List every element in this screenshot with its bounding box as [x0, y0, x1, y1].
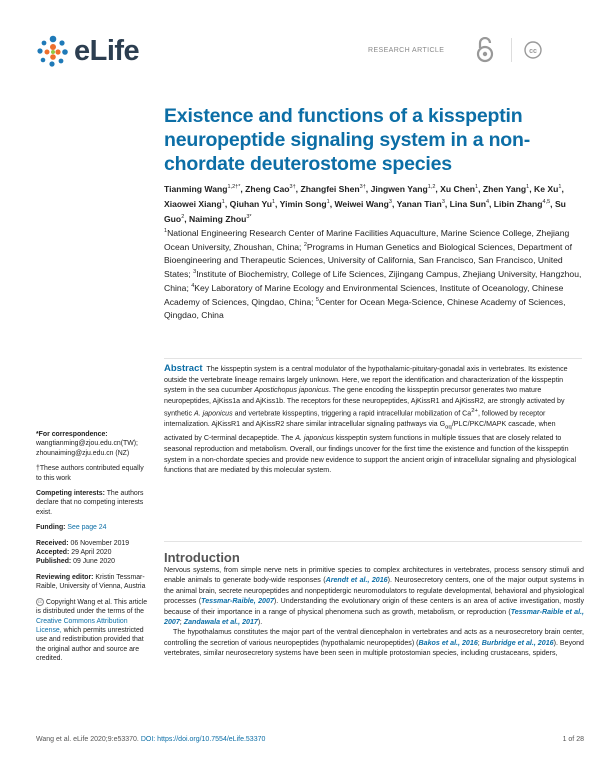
author-affiliation-marker: 3*	[246, 213, 252, 220]
author-affiliation-marker: 3	[388, 198, 392, 205]
author-affiliation-marker: 1	[271, 198, 276, 205]
abstract-divider-top	[164, 358, 582, 359]
equal-contribution-note: †These authors contributed equally to this work	[36, 465, 144, 482]
citation-link[interactable]: Tessmar-Raible et al., 2007	[164, 607, 584, 627]
funding: Funding: See page 24	[36, 524, 107, 532]
author-name[interactable]: Ke Xu	[534, 183, 559, 194]
author-list: Tianming Wang$^{1,2\dagger*}$, Zheng Cao$^{3\dagger}$, Zhangfei Shen$^{3\dagger}$, Jingwen Yang$^{1,2}$, Xu Chen$^1$, Zhen Yang$^1$, Ke Xu$^1$, Xiaowei Xiang$^1$, Qiuhan Yu$^1$, Yimin Song$^1$, Weiwei Wang$^3$, Yanan Tian$^3$, Lina Sun$^4$, Libin Zhang$^{4,5}$, Su Guo$^2$, Naiming Zhou$^{3*}$	[164, 183, 566, 224]
doi-label: DOI:	[140, 736, 156, 743]
author-name[interactable]: Lina Sun	[449, 198, 486, 209]
author-name[interactable]: Jingwen Yang	[370, 183, 428, 194]
author-name[interactable]: Tianming Wang	[164, 183, 228, 194]
affiliation-number: 3	[193, 268, 197, 275]
author-affiliation-marker: 3†	[289, 184, 296, 190]
copyright: cc Copyright Wang et al. This article is distributed under the terms of the Creative Commons Attribution License, which permits unrestricted use and redistribution provided that the original author and source are credited.	[36, 598, 148, 663]
article-info-sidebar	[36, 430, 148, 670]
abstract-heading: Abstract	[164, 363, 203, 374]
affiliation-text: Center for Ocean Mega-Science, Chinese Academy of Sciences, Qingdao, China	[164, 297, 566, 320]
abstract: Abstract The kisspeptin system is a central modulator of the hypothalamic-pituitary-gonadal axis in vertebrates. Its existence outside the vertebrate lineage remains largely unknown. Here, we report the identification and characterization of the kisspeptin system in the sea cucumber Apostichopus japonicus. The gene encoding the kisspeptin precursor generates two mature neuropeptides, AjKiss1a and AjKiss1b. The receptors for these neuropeptides, AjKissR1 and AjKissR2, are strongly activated by synthetic A. japonicus and vertebrate kisspeptins, triggering a rapid intracellular mobilization of $Ca^{2+}$, followed by receptor internalization. AjKissR1 and AjKissR2 share similar intracellular signaling pathways via $G_{\alpha q}/PLC/PKC$/MAPK cascade, when activated by C-terminal decapeptide. The A. japonicus kisspeptin system functions in multiple tissues that are closely related to seasonal reproduction and metabolism. Overall, our findings uncover for the first time the existence and function of the kisspeptin system in a non-chordate species and provide new evidence to support the ancient origin of intracellular signaling and physiological functions that are mediated by this molecular system.	[164, 363, 577, 475]
author-affiliation-marker: 4,5	[542, 198, 551, 205]
author-name[interactable]: Qiuhan Yu	[229, 198, 272, 209]
article-type-label: RESEARCH ARTICLE	[368, 47, 445, 54]
affiliation-text: Institute of Biochemistry, College of Life Sciences, Zijingang Campus, Zhejiang University, Hangzhou, China;	[164, 268, 582, 294]
author-name[interactable]: Yimin Song	[279, 198, 327, 209]
intro-paragraph-2: The hypothalamus constitutes the major part of the ventral diencephalon in vertebrates and acts as a neurosecretory brain center, controlling the secretion of various neuropeptides (hypothalamic neuropeptides) (Bakos et al., 2016; Burbridge et al., 2016). Beyond vertebrates, similar neurosecretory systems have been seen in multiple protostomian species, including crustaceans, spiders,	[164, 628, 584, 658]
affiliations	[164, 225, 584, 321]
citation-link[interactable]: Bakos et al., 2016	[418, 638, 478, 647]
funding-link[interactable]: See page 24	[67, 524, 107, 532]
affiliation-text: Programs in Human Genetics and Biological Sciences, Department of Bioengineering and Therapeutic Sciences, University of California, San Francisco, San Francisco, United States;	[164, 242, 572, 279]
author-affiliation-marker: 1	[475, 184, 479, 190]
citation-link[interactable]: Tessmar-Raible, 2007	[201, 597, 274, 606]
author-name[interactable]: Weiwei Wang	[334, 198, 389, 209]
author-affiliation-marker: 1,2†*	[227, 184, 241, 190]
author-name[interactable]: Zheng Cao	[245, 183, 290, 194]
elife-logo-mark-icon	[36, 34, 70, 68]
elife-logo-text: eLife	[74, 34, 140, 67]
doi-link[interactable]: https://doi.org/10.7554/eLife.53370	[157, 736, 266, 743]
affiliation-number: 2	[303, 242, 307, 249]
license-link[interactable]: Creative Commons Attribution License,	[36, 617, 128, 634]
creative-commons-icon	[524, 41, 542, 59]
correspondence: *For correspondence: wangtianming@zjou.edu.cn(TW); zhounaiming@zju.edu.cn (NZ)	[36, 431, 138, 457]
author-affiliation-marker: 2	[181, 213, 185, 220]
introduction-body	[164, 565, 584, 659]
author-name[interactable]: Zhen Yang	[482, 183, 527, 194]
intro-paragraph-1: Nervous systems, from simple nerve nets in primitive species to complex architectures in vertebrates, process sensory stimuli and enable animals to generate body-wide responses (Arendt et al., 2016). Neurosecretory centers, one of the major output systems in the animal brain, secrete neuropeptides and nonpeptidergic neuromodulators to regulate developmental, behavioral and physiological processes (Tessmar-Raible, 2007). Understanding the evolutionary origin of these centers is an area of active investigation, mostly because of their importance in a range of physical phenomena such as growth, metabolism, or reproduction (Tessmar-Raible et al., 2007; Zandawala et al., 2017).	[164, 566, 585, 627]
author-name[interactable]: Xu Chen	[440, 183, 476, 194]
citation-link[interactable]: Burbridge et al., 2016	[481, 638, 554, 647]
reviewing-editor: Reviewing editor: Kristin Tessmar-Raible, University of Vienna, Austria	[36, 573, 146, 591]
citation-link[interactable]: Arendt et al., 2016	[325, 576, 388, 585]
citation-link[interactable]: Zandawala et al., 2017	[183, 618, 258, 627]
author-affiliation-marker: 3†	[359, 184, 366, 190]
footer-citation: Wang et al. eLife 2020;9:e53370.	[36, 736, 139, 743]
author-affiliation-marker: 1,2	[427, 184, 436, 190]
author-name[interactable]: Su Guo	[164, 198, 566, 224]
author-name[interactable]: Libin Zhang	[493, 198, 543, 209]
author-affiliation-marker: 1	[526, 184, 530, 190]
svg-text:cc: cc	[529, 47, 537, 55]
affiliation-number: 4	[191, 283, 195, 290]
page-footer	[36, 736, 584, 743]
author-affiliation-marker: 1	[221, 198, 225, 205]
author-name[interactable]: Yanan Tian	[396, 198, 442, 209]
author-affiliation-marker: 3	[441, 198, 445, 205]
open-access-icon	[474, 37, 496, 63]
publication-dates: Received: 06 November 2019 Accepted: 29 April 2020 Published: 09 June 2020	[36, 539, 130, 566]
page-header	[0, 0, 600, 90]
affiliation-number: 1	[164, 228, 168, 234]
author-affiliation-marker: 1	[558, 184, 562, 190]
elife-logo[interactable]	[36, 34, 139, 68]
article-title: Existence and functions of a kisspeptin neuropeptide signaling system in a non-chordate deuterostome species	[164, 105, 530, 175]
author-affiliation-marker: 4	[485, 198, 490, 205]
author-name[interactable]: Xiaowei Xiang	[164, 198, 222, 209]
correspondence-emails[interactable]: wangtianming@zjou.edu.cn(TW); zhounaiming@zju.edu.cn (NZ)	[36, 440, 138, 457]
author-name[interactable]: Naiming Zhou	[189, 213, 247, 224]
abstract-divider-bottom	[164, 541, 582, 542]
affiliation-text: National Engineering Research Center of Marine Facilities Aquaculture, Marine Science College, Zhejiang Ocean University, Zhoushan, China;	[164, 227, 570, 253]
affiliation-number: 5	[315, 297, 319, 304]
introduction-heading: Introduction	[164, 550, 240, 565]
affiliation-text: Key Laboratory of Marine Ecology and Environmental Sciences, Institute of Oceanology, Chinese Academy of Sciences, Qingdao, China;	[164, 283, 564, 308]
copyright-cc-icon: cc	[37, 598, 43, 604]
header-divider	[511, 38, 512, 62]
page-number: 1 of 28	[562, 736, 584, 743]
author-affiliation-marker: 1	[326, 198, 330, 205]
author-name[interactable]: Zhangfei Shen	[300, 183, 360, 194]
competing-interests: Competing interests: The authors declare that no competing interests exist.	[36, 490, 144, 516]
